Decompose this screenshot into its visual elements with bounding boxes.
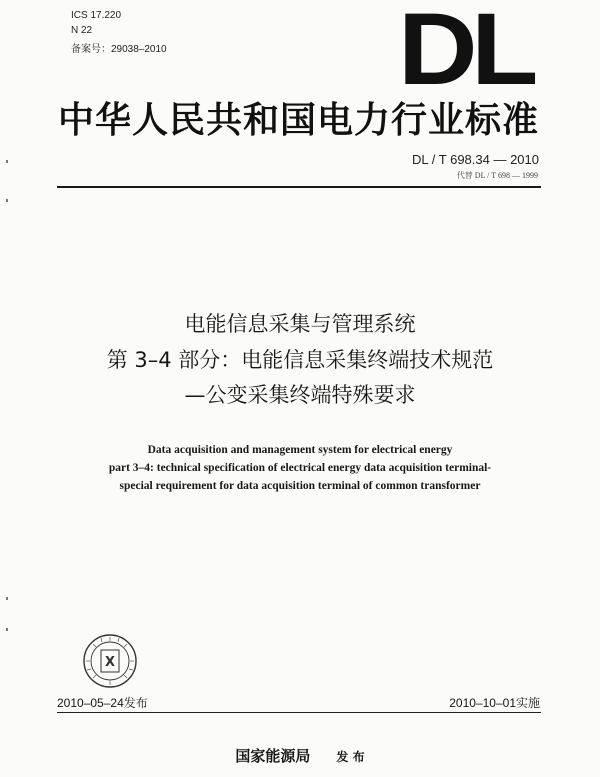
- title-cn-line-3: —公变采集终端特殊要求: [184, 383, 416, 407]
- scan-mark: [6, 199, 8, 202]
- title-en-line-2: part 3–4: technical specification of electrical energy data acquisition terminal-: [108, 462, 492, 474]
- publisher-name: 国家能源局: [235, 747, 311, 765]
- replaces-standard: 代替 DL / T 698 — 1999: [456, 171, 538, 180]
- title-cn-line-2: 第 3–4 部分：电能信息采集终端技术规范: [106, 348, 494, 372]
- bottom-divider: [57, 712, 541, 713]
- scan-mark: [6, 160, 8, 163]
- implementation-date: 2010–10–01实施: [449, 696, 540, 710]
- ccs-code: N 22: [71, 25, 93, 36]
- scan-mark: [6, 628, 8, 631]
- title-en-line-1: Data acquisition and management system for electrical energy: [147, 444, 453, 456]
- top-divider: [57, 186, 541, 188]
- filing-number: 备案号：29038–2010: [71, 44, 167, 55]
- issue-date: 2010–05–24发布: [57, 696, 148, 710]
- standard-number: DL / T 698.34 — 2010: [412, 152, 539, 167]
- seal-center-text: X: [104, 655, 116, 670]
- standard-category-title: 中华人民共和国电力行业标准: [58, 99, 540, 141]
- publisher-line: [0, 745, 600, 766]
- title-en-line-3: special requirement for data acquisition terminal of common transformer: [119, 480, 481, 492]
- scan-mark: [6, 597, 8, 600]
- title-cn-line-1: 电能信息采集与管理系统: [184, 312, 416, 336]
- ics-code: ICS 17.220: [71, 10, 122, 21]
- publisher-seal-icon: [82, 633, 138, 689]
- publisher-action: 发 布: [336, 750, 365, 764]
- seal-graphic: [82, 633, 138, 689]
- dl-logo: DL: [398, 0, 532, 106]
